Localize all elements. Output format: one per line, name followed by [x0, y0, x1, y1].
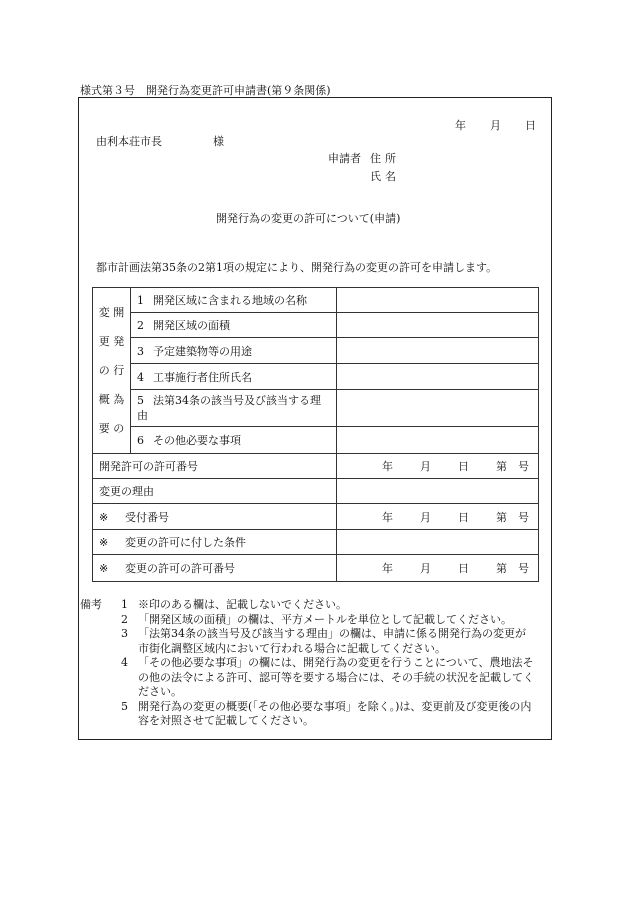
field-year: 年 — [382, 510, 393, 524]
outline-row-value — [337, 364, 539, 390]
outline-row-label — [131, 338, 337, 364]
addressee-mayor: 由利本荘市長 — [96, 135, 162, 148]
lower-row-date — [337, 504, 539, 530]
outline-row-num: 2 — [137, 319, 144, 332]
outline-row-value — [337, 288, 539, 313]
note-mark: ※ — [99, 536, 109, 549]
lower-row-value — [337, 479, 539, 504]
lower-row-text: 受付番号 — [125, 510, 169, 524]
field-day: 日 — [458, 510, 469, 524]
lower-row-label — [93, 530, 337, 555]
outline-row-num: 5 — [137, 394, 144, 407]
lower-row-label — [93, 454, 337, 479]
outline-row-text: 予定建築物等の用途 — [153, 344, 252, 358]
outline-row-text: 開発区域の面積 — [153, 319, 230, 332]
notes-section — [80, 598, 536, 729]
note-text: 「その他必要な事項」の欄には、開発行為の変更を行うことについて、農地法その他の法令による許可、認可等を要する場合には、その手続の状況を記載してください。 — [138, 656, 534, 698]
applicant-address-label: 住所 — [370, 152, 400, 165]
lower-row-label — [93, 479, 337, 504]
field-year: 年 — [382, 562, 393, 575]
applicant-name-label: 氏名 — [370, 170, 400, 183]
note-mark: ※ — [99, 562, 109, 575]
outline-row-label — [131, 427, 337, 454]
lower-row-text: 開発許可の許可番号 — [99, 460, 198, 473]
field-month: 月 — [420, 562, 431, 575]
date-month-label: 月 — [490, 119, 501, 132]
note-item — [80, 598, 536, 613]
lower-row-text: 変更の許可の許可番号 — [125, 562, 235, 575]
section-head-change-outline — [93, 288, 131, 454]
lower-row-text: 変更の許可に付した条件 — [125, 536, 246, 549]
note-num: 5 — [121, 699, 128, 713]
outline-row-num: 6 — [137, 434, 144, 447]
form-title: 様式第３号 開発行為変更許可申請書(第９条関係) — [80, 84, 331, 97]
field-go: 号 — [518, 460, 529, 473]
outline-row-num: 1 — [137, 294, 144, 307]
lower-row-date — [337, 454, 539, 479]
note-text: 「法第34条の該当号及び該当する理由」の欄は、申請に係る開発行為の変更が市街化調整区域内において行われる場合に記載してください。 — [138, 627, 526, 655]
outline-row-text: その他必要な事項 — [153, 434, 241, 447]
note-text: ※印のある欄は、記載しないでください。 — [138, 598, 347, 611]
outline-row-label — [131, 364, 337, 390]
outline-row-value — [337, 338, 539, 364]
note-item — [80, 613, 536, 628]
section-head-line: 変 開 — [98, 306, 125, 319]
note-text: 開発行為の変更の概要(「その他必要な事項」を除く。)は、変更前及び変更後の内容を対照させて記載してください。 — [138, 699, 532, 727]
lower-row-date — [337, 555, 539, 582]
field-month: 月 — [420, 460, 431, 473]
applicant-label: 申請者 — [328, 152, 361, 165]
outline-row-text: 開発区域に含まれる地域の名称 — [153, 294, 307, 307]
intro-statement: 都市計画法第35条の2第1項の規定により、開発行為の変更の許可を申請します。 — [96, 261, 498, 274]
field-dai: 第 — [496, 562, 507, 575]
field-month: 月 — [420, 510, 431, 524]
field-dai: 第 — [496, 460, 507, 473]
document-title: 開発行為の変更の許可について(申請) — [216, 212, 401, 225]
outline-row-label — [131, 390, 337, 427]
field-day: 日 — [458, 460, 469, 473]
date-day-label: 日 — [525, 119, 536, 132]
note-item — [80, 627, 536, 656]
outline-row-value — [337, 390, 539, 427]
field-day: 日 — [458, 562, 469, 575]
outline-row-text: 工事施行者住所氏名 — [153, 370, 252, 384]
note-item — [80, 700, 536, 729]
note-num: 4 — [121, 656, 128, 669]
outline-row-num: 4 — [137, 370, 144, 384]
note-num: 2 — [121, 612, 128, 626]
addressee-honorific: 様 — [213, 135, 224, 148]
section-head-line: 概 為 — [98, 393, 125, 406]
outline-row-label — [131, 288, 337, 313]
lower-row-text: 変更の理由 — [99, 485, 154, 498]
outline-row-value — [337, 427, 539, 454]
note-num: 1 — [121, 598, 128, 611]
notes-label: 備考 — [80, 598, 102, 611]
field-go: 号 — [518, 562, 529, 575]
lower-row-value — [337, 530, 539, 555]
date-year-label: 年 — [455, 119, 466, 132]
outline-row-label — [131, 313, 337, 338]
field-dai: 第 — [496, 510, 507, 524]
section-head-line: 要 の — [98, 422, 125, 435]
outline-row-text: 法第34条の該当号及び該当する理由 — [137, 394, 321, 422]
outline-row-value — [337, 313, 539, 338]
section-head-line: 更 発 — [98, 335, 125, 348]
note-item — [80, 656, 536, 700]
lower-row-label — [93, 555, 337, 582]
field-year: 年 — [382, 460, 393, 473]
note-mark: ※ — [99, 510, 109, 524]
application-table — [92, 287, 539, 582]
section-head-line: の 行 — [98, 364, 125, 377]
outline-row-num: 3 — [137, 344, 144, 358]
lower-row-label — [93, 504, 337, 530]
field-go: 号 — [518, 510, 529, 524]
note-num: 3 — [121, 627, 128, 640]
note-text: 「開発区域の面積」の欄は、平方メートルを単位として記載してください。 — [138, 612, 512, 626]
